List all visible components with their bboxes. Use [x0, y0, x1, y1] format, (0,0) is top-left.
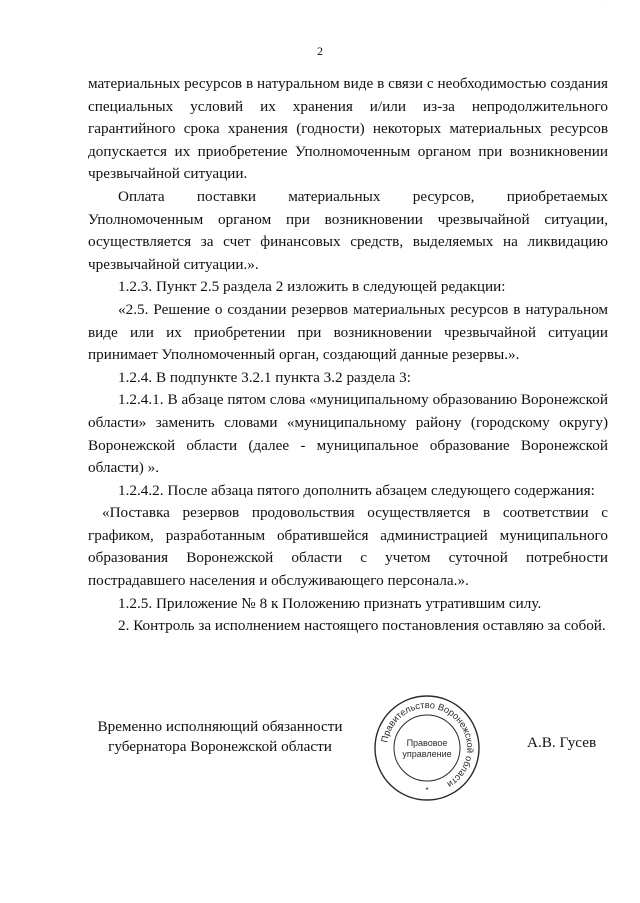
paragraph-1: материальных ресурсов в натуральном виде в связи с необходимостью создания специальных условий их хранения и/или из-за непродолжительного гарантийного срока хранения (годности) некоторых материальных ресурсов допускается их приобретение Уполномоченным органом при возникновении чрезвычайной ситуации. — [88, 75, 608, 183]
paragraph-5: 1.2.4. В подпункте 3.2.1 пункта 3.2 раздела 3: — [118, 368, 411, 386]
paragraph-7: 1.2.4.2. После абзаца пятого дополнить абзацем следующего содержания: — [118, 481, 595, 499]
paragraph-10: 2. Контроль за исполнением настоящего постановления оставляю за собой. — [118, 617, 606, 635]
paragraph-3: 1.2.3. Пункт 2.5 раздела 2 изложить в следующей редакции: — [118, 278, 506, 296]
seal-inner-ring — [394, 715, 460, 781]
paragraph-8: «Поставка резервов продовольствия осуществляется в соответствии с графиком, разработанным обратившейся администрацией муниципального образования Воронежской области с учетом суточной потребности пострадавшего населения и обслуживающего персонала.». — [88, 504, 608, 590]
seal-outer-ring — [375, 696, 479, 800]
paragraph-2: Оплата поставки материальных ресурсов, приобретаемых Уполномоченным органом при возникновении чрезвычайной ситуации, осуществляется за счет финансовых средств, выделяемых на ликвидацию чрезвычайной ситуации.». — [88, 187, 608, 273]
page-number: 2 — [317, 44, 323, 58]
paragraph-9: 1.2.5. Приложение № 8 к Положению признать утратившим силу. — [118, 594, 542, 612]
signatory-title-line-1: Временно исполняющий обязанности — [97, 718, 343, 735]
corner-mark: · — [606, 4, 608, 10]
seal-star: * — [425, 786, 429, 795]
document-body — [88, 73, 608, 638]
seal-ring-text: Правительство Воронежской области — [379, 699, 476, 790]
signatory-title — [90, 717, 350, 757]
official-seal — [372, 693, 482, 803]
paragraph-4: «2.5. Решение о создании резервов материальных ресурсов в натуральном виде или их приобретении при возникновении чрезвычайной ситуации принимает Уполномоченный орган, создающий данные резервы.». — [88, 300, 608, 364]
signatory-name: А.В. Гусев — [527, 734, 597, 751]
signatory-title-line-2: губернатора Воронежской области — [108, 738, 332, 755]
seal-center-line-2: управление — [402, 749, 452, 759]
paragraph-6: 1.2.4.1. В абзаце пятом слова «муниципальному образованию Воронежской области» заменить словами «муниципальному району (городскому округу) Воронежской области (далее - муниципальное образование Воронежской области) ». — [88, 391, 608, 477]
seal-center-line-1: Правовое — [406, 738, 448, 748]
